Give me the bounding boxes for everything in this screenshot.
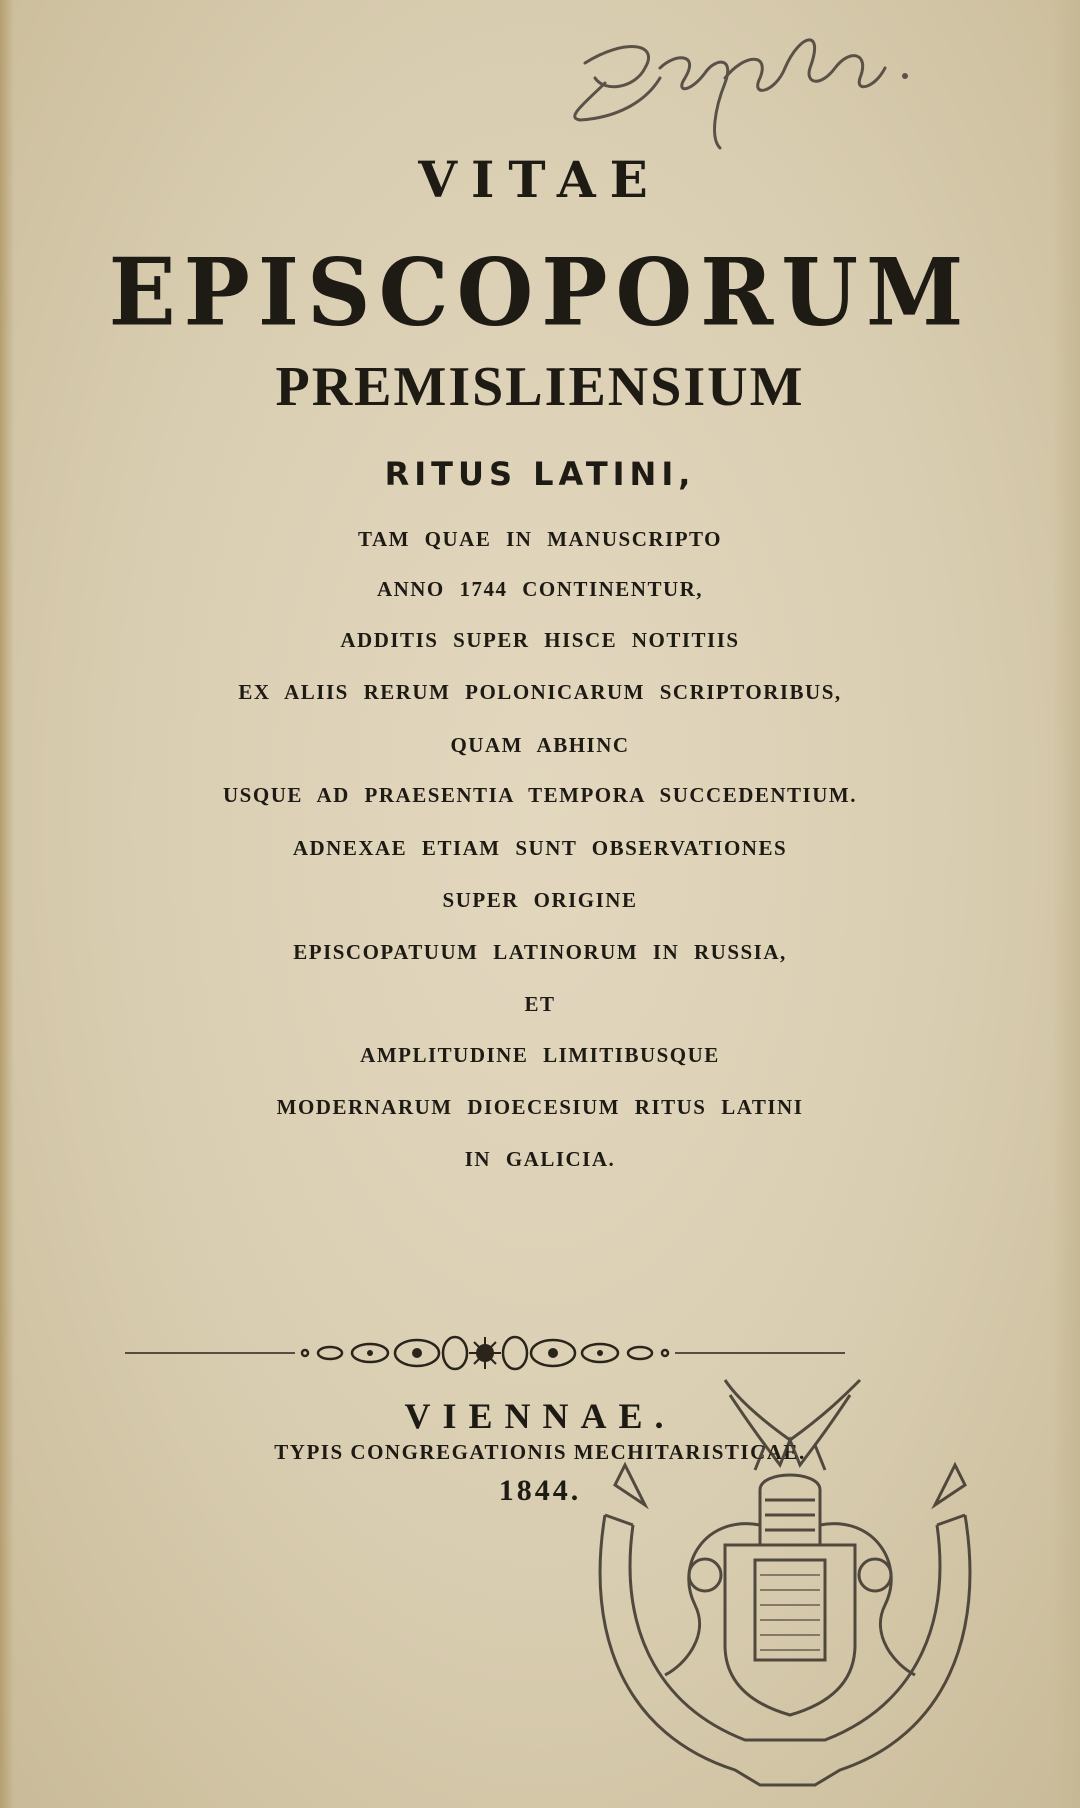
subtitle-line: ET: [524, 992, 556, 1016]
subtitle-line: EX ALIIS RERUM POLONICARUM SCRIPTORIBUS,: [238, 680, 842, 704]
subtitle-line: ANNO 1744 CONTINENTUR,: [376, 577, 704, 601]
handwritten-signature: [565, 8, 985, 158]
title-line-vitae: VITAE: [418, 150, 662, 209]
subtitle-line: MODERNARUM DIOECESIUM RITUS LATINI: [276, 1095, 804, 1119]
subtitle-line: TAM QUAE IN MANUSCRIPTO: [358, 527, 722, 551]
title-line-premisliensium: PREMISLIENSIUM: [275, 356, 805, 418]
imprint-city: VIENNAE.: [404, 1396, 676, 1436]
subtitle-line: SUPER ORIGINE: [442, 888, 638, 912]
imprint-year: 1844.: [498, 1474, 582, 1507]
title-line-episcoporum: EPISCOPORUM: [108, 237, 972, 347]
ornamental-divider: [125, 1333, 845, 1373]
subtitle-line: ADNEXAE ETIAM SUNT OBSERVATIONES: [292, 836, 788, 860]
subtitle-line: ADDITIS SUPER HISCE NOTITIIS: [340, 628, 740, 652]
subtitle-line: USQUE AD PRAESENTIA TEMPORA SUCCEDENTIUM.: [223, 783, 857, 807]
subtitle-line: QUAM ABHINC: [450, 733, 630, 757]
library-stamp: [585, 1375, 995, 1795]
subtitle-line: IN GALICIA.: [464, 1147, 616, 1171]
subtitle-line: AMPLITUDINE LIMITIBUSQUE: [360, 1043, 720, 1067]
imprint-printer: TYPIS CONGREGATIONIS MECHITARISTICAE.: [274, 1440, 806, 1464]
title-line-ritus-latini: RITUS LATINI,: [384, 455, 696, 493]
subtitle-line: EPISCOPATUUM LATINORUM IN RUSSIA,: [293, 940, 787, 964]
